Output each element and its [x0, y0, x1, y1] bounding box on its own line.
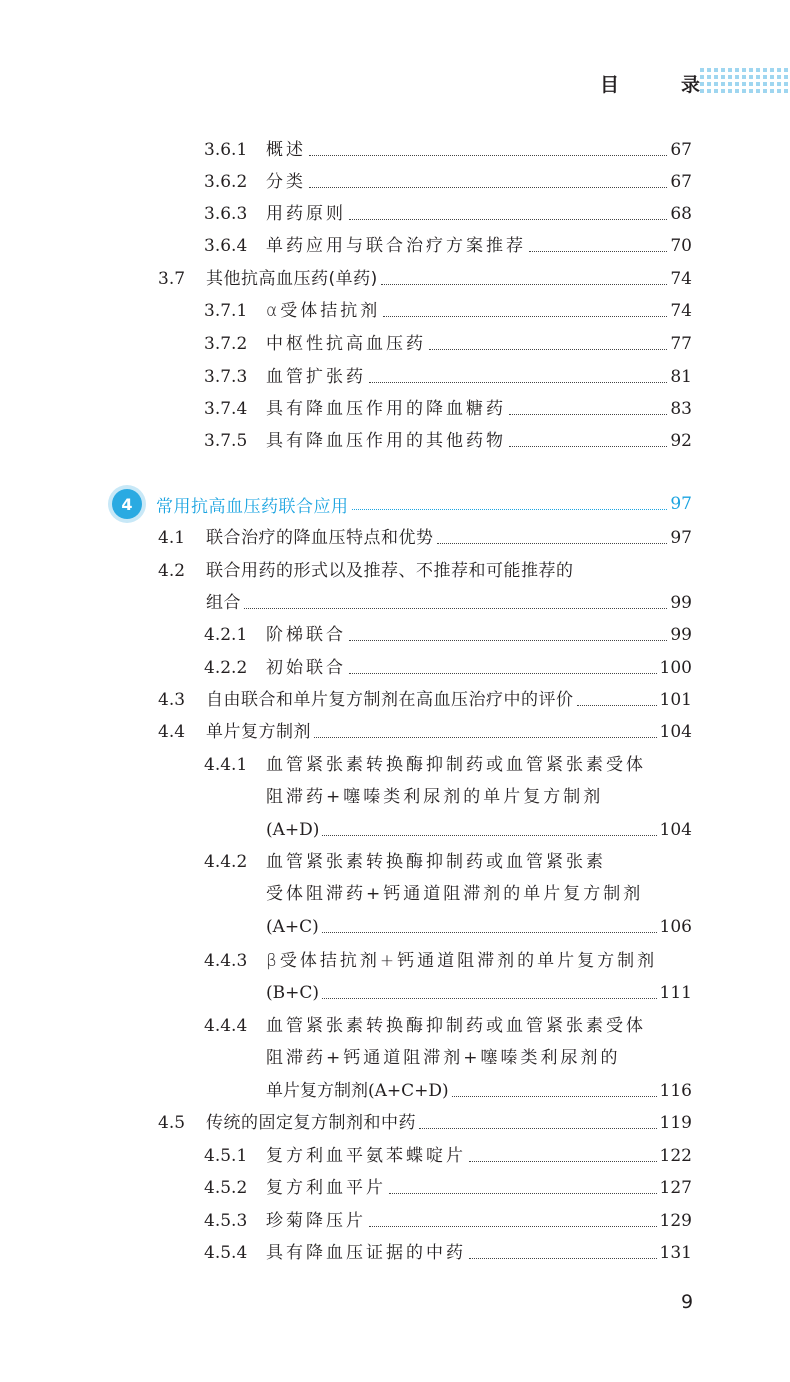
toc-entry-number: 4.2	[158, 561, 186, 581]
toc-entry-page: 122	[659, 1146, 692, 1166]
toc-entry-title-line1: 血管紧张素转换酶抑制药或血管紧张素受体	[266, 1016, 646, 1036]
dot-leader	[322, 998, 657, 999]
toc-entry-number: 4.3	[158, 690, 186, 710]
toc-entry-page: 92	[670, 431, 692, 451]
dot-leader	[529, 251, 667, 252]
toc-entry-number: 4.4.2	[204, 852, 248, 872]
toc-entry-4-4-2[interactable]	[204, 846, 692, 878]
toc-entry-page: 104	[659, 722, 692, 742]
toc-entry-page: 127	[659, 1178, 692, 1198]
toc-entry-number: 4.2.1	[204, 625, 248, 645]
toc-entry-4-3[interactable]	[158, 684, 692, 716]
toc-entry-4-2-continued[interactable]	[206, 587, 692, 619]
toc-entry-page: 67	[670, 140, 692, 160]
toc-entry-title-line3: (A+D)	[266, 820, 320, 840]
toc-entry-number: 4.4	[158, 722, 186, 742]
toc-entry-title-line2: 组合	[206, 593, 241, 613]
toc-entry-3-7-2[interactable]	[204, 328, 692, 360]
toc-entry-page: 68	[670, 204, 692, 224]
toc-entry-title: 单片复方制剂	[206, 722, 311, 742]
dot-leader	[389, 1193, 657, 1194]
toc-entry-number: 4.4.1	[204, 755, 248, 775]
toc-entry-title-line3: 单片复方制剂(A+C+D)	[266, 1081, 449, 1101]
dot-leader	[352, 509, 668, 510]
toc-entry-page: 129	[659, 1211, 692, 1231]
header-char-2: 录	[680, 73, 700, 96]
toc-entry-page: 81	[670, 367, 692, 387]
toc-entry-number: 3.6.3	[204, 204, 248, 224]
toc-entry-page: 97	[670, 528, 692, 548]
toc-entry-number: 4.4.4	[204, 1016, 248, 1036]
toc-entry-title-line1: 血管紧张素转换酶抑制药或血管紧张素受体	[266, 755, 646, 775]
dot-leader	[381, 284, 668, 285]
toc-entry-4-4-4-line3[interactable]	[266, 1075, 692, 1107]
toc-entry-4-4-4[interactable]	[204, 1010, 692, 1042]
toc-entry-title: 复方利血平氨苯蝶啶片	[266, 1146, 466, 1166]
toc-entry-page: 111	[659, 983, 692, 1003]
dot-leader	[429, 349, 667, 350]
toc-entry-title: 具有降血压作用的降血糖药	[266, 399, 506, 419]
toc-entry-page: 106	[659, 917, 692, 937]
toc-entry-title: 具有降血压证据的中药	[266, 1243, 466, 1263]
toc-entry-title: 初始联合	[266, 658, 346, 678]
toc-entry-page: 100	[659, 658, 692, 678]
toc-entry-title: 中枢性抗高血压药	[266, 334, 426, 354]
toc-entry-title: 单药应用与联合治疗方案推荐	[266, 236, 526, 256]
dot-leader	[349, 640, 667, 641]
toc-entry-title: 珍菊降压片	[266, 1211, 366, 1231]
toc-entry-number: 4.1	[158, 528, 186, 548]
dot-leader	[577, 705, 657, 706]
toc-entry-number: 3.6.4	[204, 236, 248, 256]
toc-entry-title: 具有降血压作用的其他药物	[266, 431, 506, 451]
toc-entry-4-4-1-line3[interactable]	[266, 814, 692, 846]
toc-entry-page: 116	[659, 1081, 692, 1101]
toc-entry-4-1[interactable]	[158, 522, 692, 554]
toc-entry-4-4-4-line2: 阻滞药+钙通道阻滞剂+噻嗪类利尿剂的	[266, 1048, 621, 1068]
toc-entry-3-7-5[interactable]	[204, 425, 692, 457]
toc-entry-4-5-3[interactable]	[204, 1205, 692, 1237]
dot-leader	[419, 1128, 657, 1129]
toc-entry-title: 血管扩张药	[266, 367, 366, 387]
chapter-number-badge: 4	[112, 489, 142, 519]
dot-leader	[509, 446, 667, 447]
toc-entry-4-4-2-line2: 受体阻滞药+钙通道阻滞剂的单片复方制剂	[266, 884, 644, 904]
toc-entry-number: 3.7.2	[204, 334, 248, 354]
toc-entry-page: 67	[670, 172, 692, 192]
dot-leader	[322, 932, 657, 933]
dot-leader	[369, 1226, 657, 1227]
toc-entry-4-2-2[interactable]	[204, 652, 692, 684]
header-char-1: 目	[600, 73, 620, 96]
dot-leader	[383, 316, 667, 317]
toc-entry-4-2-1[interactable]	[204, 619, 692, 651]
toc-entry-4-4-1[interactable]	[204, 749, 692, 781]
page-number: 9	[680, 1291, 694, 1313]
toc-entry-number: 4.5.2	[204, 1178, 248, 1198]
toc-entry-page: 83	[670, 399, 692, 419]
toc-entry-title: α受体拮抗剂	[266, 301, 381, 321]
toc-entry-4-2[interactable]	[158, 555, 692, 587]
toc-entry-4-4-1-line2: 阻滞药+噻嗪类利尿剂的单片复方制剂	[266, 787, 604, 807]
toc-entry-title: 概述	[266, 140, 306, 160]
dot-leader	[314, 737, 657, 738]
toc-entry-title: 用药原则	[266, 204, 346, 224]
dot-leader	[349, 219, 667, 220]
toc-entry-page: 77	[670, 334, 692, 354]
toc-entry-title-line2: (B+C)	[266, 983, 320, 1003]
chapter-page: 97	[670, 494, 692, 514]
toc-entry-3-7-3[interactable]	[204, 361, 692, 393]
toc-entry-number: 4.2.2	[204, 658, 248, 678]
page-header-title	[600, 70, 700, 96]
toc-entry-4-5[interactable]	[158, 1107, 692, 1139]
chapter-title: 常用抗高血压药联合应用	[156, 496, 349, 517]
toc-entry-number: 3.7.4	[204, 399, 248, 419]
dot-leader	[369, 382, 667, 383]
toc-entry-title: 分类	[266, 172, 306, 192]
toc-entry-page: 99	[670, 593, 692, 613]
toc-entry-title: 阶梯联合	[266, 625, 346, 645]
toc-entry-4-4-3[interactable]	[204, 945, 692, 977]
dot-leader	[322, 835, 656, 836]
toc-entry-title-line1: 血管紧张素转换酶抑制药或血管紧张素	[266, 852, 606, 872]
toc-entry-page: 119	[659, 1113, 692, 1133]
toc-entry-number: 4.5	[158, 1113, 186, 1133]
toc-entry-3-7[interactable]	[158, 263, 692, 295]
toc-entry-page: 70	[670, 236, 692, 256]
toc-entry-number: 4.5.3	[204, 1211, 248, 1231]
toc-entry-number: 4.5.1	[204, 1146, 248, 1166]
dot-leader	[437, 543, 668, 544]
toc-entry-title-line1: β受体拮抗剂+钙通道阻滞剂的单片复方制剂	[266, 951, 658, 971]
toc-entry-3-6-2[interactable]	[204, 166, 692, 198]
dot-leader	[309, 155, 667, 156]
dot-leader	[469, 1258, 657, 1259]
toc-entry-page: 131	[659, 1243, 692, 1263]
toc-entry-title-line1: 联合用药的形式以及推荐、不推荐和可能推荐的	[206, 561, 574, 581]
toc-entry-number: 4.4.3	[204, 951, 248, 971]
toc-entry-title: 自由联合和单片复方制剂在高血压治疗中的评价	[206, 690, 574, 710]
toc-entry-4-4-2-line3[interactable]	[266, 911, 692, 943]
toc-entry-page: 74	[670, 269, 692, 289]
toc-entry-title: 传统的固定复方制剂和中药	[206, 1113, 416, 1133]
toc-entry-page: 74	[670, 301, 692, 321]
toc-entry-number: 3.6.1	[204, 140, 248, 160]
toc-entry-3-6-3[interactable]	[204, 198, 692, 230]
toc-entry-3-7-1[interactable]	[204, 295, 692, 327]
toc-entry-4-5-1[interactable]	[204, 1140, 692, 1172]
toc-entry-4-5-2[interactable]	[204, 1172, 692, 1204]
toc-entry-4-4[interactable]	[158, 716, 692, 748]
header-dot-pattern-icon	[700, 68, 790, 98]
dot-leader	[244, 608, 667, 609]
toc-entry-number: 3.7.3	[204, 367, 248, 387]
toc-entry-3-6-1[interactable]	[204, 134, 692, 166]
toc-entry-page: 101	[659, 690, 692, 710]
toc-entry-number: 4.5.4	[204, 1243, 248, 1263]
toc-entry-3-6-4[interactable]	[204, 230, 692, 262]
toc-entry-number: 3.7.1	[204, 301, 248, 321]
toc-entry-4-5-4[interactable]	[204, 1237, 692, 1269]
dot-leader	[469, 1161, 657, 1162]
toc-entry-number: 3.7	[158, 269, 186, 289]
dot-leader	[509, 414, 667, 415]
toc-entry-3-7-4[interactable]	[204, 393, 692, 425]
dot-leader	[452, 1096, 657, 1097]
toc-entry-number: 3.6.2	[204, 172, 248, 192]
toc-entry-title-line3: (A+C)	[266, 917, 319, 937]
dot-leader	[349, 673, 657, 674]
toc-entry-number: 3.7.5	[204, 431, 248, 451]
toc-entry-4-4-3-line2[interactable]	[266, 977, 692, 1009]
toc-chapter-4[interactable]	[112, 488, 692, 520]
dot-leader	[309, 187, 667, 188]
toc-entry-page: 104	[659, 820, 692, 840]
toc-entry-page: 99	[670, 625, 692, 645]
toc-entry-title: 其他抗高血压药(单药)	[206, 269, 378, 289]
toc-entry-title: 复方利血平片	[266, 1178, 386, 1198]
toc-entry-title: 联合治疗的降血压特点和优势	[206, 528, 434, 548]
